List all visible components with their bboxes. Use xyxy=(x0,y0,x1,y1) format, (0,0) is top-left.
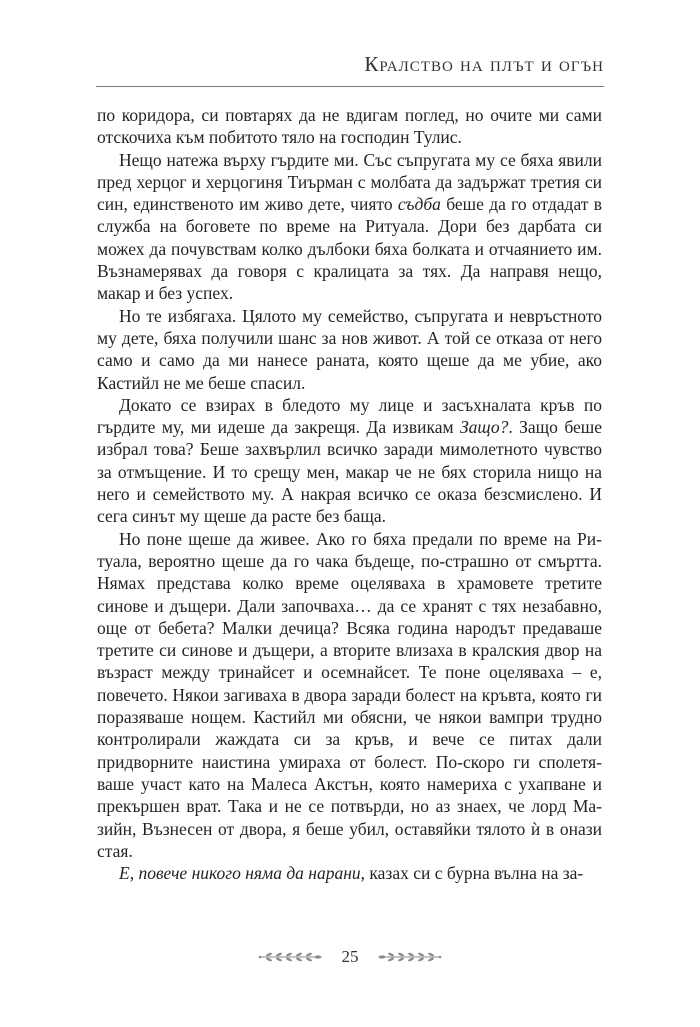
page-body xyxy=(97,104,602,884)
emphasis-text: съдба xyxy=(397,194,441,215)
paragraph-text: . Защо беше избрал това? Беше захвърлил всичко заради мимолетното чувство за отмъщение. И то срещу мен, макар че не бях сторила нищо на него и семейството му. А накрая всичко се оказа безсмислено. И сега синът му щеше да расте без баща. xyxy=(97,417,602,527)
paragraph-text: беше да го отдадат в служба на боговете по време на Ритуала. Дори без дарбата си можех да почувствам колко дълбоки бяха болката и отчаянието им. Възнамерявах да говоря с кралицата за тях. Да направя нещо, макар и без успех. xyxy=(97,194,602,304)
paragraph: по коридора, си повтарях да не вдигам поглед, но очите ми сами отскочиха към побитото тяло на господин Тулис. xyxy=(97,105,602,148)
left-ornament-icon xyxy=(257,950,323,964)
running-title: Кралство на плът и огън xyxy=(364,52,604,76)
paragraph xyxy=(97,862,602,884)
running-head xyxy=(0,52,700,74)
page-number: 25 xyxy=(341,947,359,966)
paragraph: Но поне щеше да живее. Ако го бяха предали по време на Ритуала, вероятно щеше да го чака бъдеще, по-страшно от смъртта. Нямах представа колко време оцеляваха в храмовете третите синове и дъщери. Дали започваха… да се хранят с тях незабавно, още от бебета? Малки дечица? Всяка година народът предаваше третите си синове и дъщери, а вторите влизаха в кралския двор на възраст между тринайсет и осемнайсет. Те поне оцеляваха – е, повечето. Някои загиваха в двора заради болест на кръвта, която ги поразяваше нощем. Кастийл ми обясни, че някои вампри трудно контролирали жаждата си за кръв, и вече се питах дали придворните наистина умираха от болест. По-скоро ги сполетяваше участ като на Малеса Акстън, която намериха с ухапване и прекършен врат. Така и не се потвърди, но аз знаех, че лорд Мазийн, Възнесен от двора, я беше убил, оставяйки тялото ѝ в онази стая. xyxy=(97,528,602,861)
page-footer xyxy=(0,945,700,969)
paragraph xyxy=(97,394,602,528)
paragraph xyxy=(97,149,602,305)
paragraph-text: Нещо натежа върху гърдите ми. Със съпругата му се бяха явили пред херцог и херцогиня Тиърман с молбата да задържат третия си син, единственото им живо дете, чиято xyxy=(97,149,602,215)
paragraph-text: Докато се взирах в бледото му лице и засъхналата кръв по гърдите му, ми идеше да закрещя. Да извикам xyxy=(97,394,602,438)
right-ornament-icon xyxy=(377,950,443,964)
paragraph: Но те избягаха. Цялото му семейство, съпругата и невръстното му дете, бяха получили шанс за нов живот. А той се отказа от него само и само да ми нанесе раната, която щеше да ме убие, ако Кастийл не ме беше спасил. xyxy=(97,305,602,393)
emphasis-text: Е, повече никого няма да нарани xyxy=(119,863,361,884)
emphasis-text: Защо? xyxy=(459,417,509,438)
header-rule xyxy=(96,86,604,87)
paragraph-text: , казах си с бурна вълна на за- xyxy=(360,863,584,884)
